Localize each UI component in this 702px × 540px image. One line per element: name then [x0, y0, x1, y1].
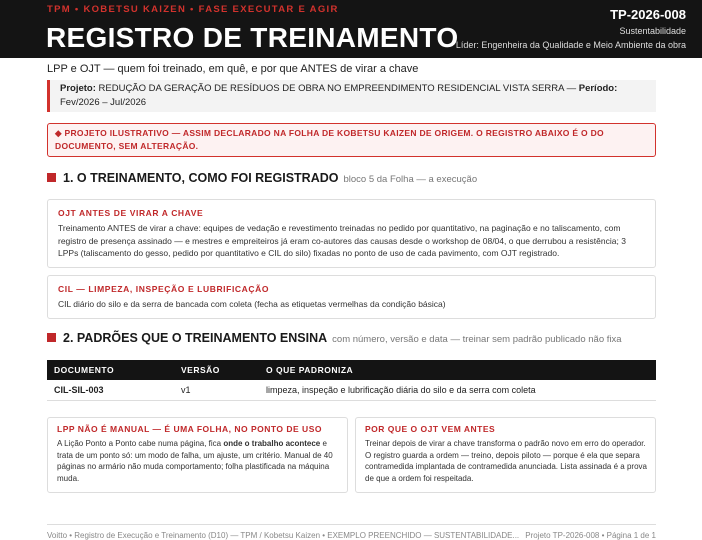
document-sector: Sustentabilidade	[619, 26, 686, 36]
footer-left: Voitto • Registro de Execução e Treinamento (D10) — TPM / Kobetsu Kaizen • EXEMPLO PREENCHIDO — SUSTENTABILIDADE...	[47, 531, 520, 540]
document-leader: Líder: Engenheira da Qualidade e Meio Ambiente da obra	[455, 40, 686, 50]
page-footer	[47, 524, 656, 540]
ojt-text: Treinamento ANTES de virar a chave: equipes de vedação e revestimento treinadas no pedido por quantitativo, na paginação e no taliscamento, com registro de presença assinado — e mestres e empreiteiros já eram co-autores das causas desde o workshop de 08/04, o que derrubou a resistência; 3 LPPs (taliscamento do gesso, pedido por quantitativo e CIL do silo) fixadas no ponto de uso de cada pavimento, com OJT registrado.	[58, 223, 626, 258]
section-title: 2. PADRÕES QUE O TREINAMENTO ENSINA	[63, 331, 328, 345]
lpp-note-box	[47, 417, 348, 493]
cil-text: CIL diário do silo e da serra de bancada com coleta (fecha as etiquetas vermelhas da condição básica)	[58, 299, 446, 309]
period-label: Período:	[578, 83, 618, 94]
project-period: Fev/2026 – Jul/2026	[60, 97, 147, 108]
version-cell: v1	[181, 380, 266, 400]
document-code: TP-2026-008	[610, 7, 686, 22]
lpp-note-text-a: A Lição Ponto a Ponto cabe numa página, fica	[57, 439, 224, 448]
column-header: DOCUMENTO	[47, 360, 181, 380]
section-title: 1. O TREINAMENTO, COMO FOI REGISTRADO	[63, 171, 339, 185]
section-marker-icon	[47, 333, 56, 342]
table-header-row	[47, 360, 656, 380]
lpp-note-text-b: e trata de um ponto só: um modo de falha, um ajuste, um critério. Manual de 40 páginas no armário não muda comportamento; folha plastificada na máquina muda.	[57, 439, 333, 484]
document-cell: CIL-SIL-003	[47, 380, 181, 400]
project-text: REDUÇÃO DA GERAÇÃO DE RESÍDUOS DE OBRA NO EMPREENDIMENTO RESIDENCIAL VISTA SERRA —	[98, 83, 577, 94]
alert-text: PROJETO ILUSTRATIVO — ASSIM DECLARADO NA FOLHA DE KOBETSU KAIZEN DE ORIGEM. O REGISTRO ABAIXO É O DO DOCUMENTO, SEM ALTERAÇÃO.	[55, 128, 604, 151]
section-marker-icon	[47, 173, 56, 182]
cil-card	[47, 275, 656, 319]
ojt-card	[47, 199, 656, 268]
column-header: VERSÃO	[181, 360, 266, 380]
column-header: O QUE PADRONIZA	[266, 360, 656, 380]
lpp-note-label: LPP NÃO É MANUAL — É UMA FOLHA, NO PONTO DE USO	[57, 424, 322, 434]
section-heading-training	[47, 171, 477, 185]
cil-label: CIL — LIMPEZA, INSPEÇÃO E LUBRIFICAÇÃO	[58, 284, 270, 294]
header-kicker: TPM • KOBETSU KAIZEN • FASE EXECUTAR E AGIR	[47, 4, 339, 15]
table-row	[47, 380, 656, 400]
project-label: Projeto:	[60, 83, 96, 94]
diamond-icon: ◆	[55, 128, 62, 138]
illustrative-alert	[47, 123, 656, 157]
lpp-note-text	[48, 434, 347, 485]
why-ojt-label: POR QUE O OJT VEM ANTES	[365, 424, 496, 434]
section-heading-standards	[47, 331, 622, 345]
page-title: REGISTRO DE TREINAMENTO	[46, 22, 459, 53]
why-ojt-text: Treinar depois de virar a chave transforma o padrão novo em erro do operador. O registro guarda a ordem — treino, depois piloto — porque é ela que separa contramedida implantada de contramedida anunciada. Lista assinada é a prova de que a ordem foi respeitada.	[365, 439, 647, 484]
section-subtitle: com número, versão e data — treinar sem padrão publicado não fixa	[332, 334, 622, 345]
ojt-label: OJT ANTES DE VIRAR A CHAVE	[58, 208, 204, 218]
footer-right: Projeto TP-2026-008 • Página 1 de 1	[525, 531, 656, 540]
project-banner	[47, 80, 656, 112]
lpp-note-emphasis: onde o trabalho acontece	[223, 439, 321, 448]
why-ojt-box	[355, 417, 656, 493]
section-subtitle: bloco 5 da Folha — a execução	[343, 174, 478, 185]
standards-table	[47, 360, 656, 401]
standardizes-cell: limpeza, inspeção e lubrificação diária do silo e da serra com coleta	[266, 380, 656, 400]
header-subtitle: LPP e OJT — quem foi treinado, em quê, e por que ANTES de virar a chave	[0, 58, 702, 80]
